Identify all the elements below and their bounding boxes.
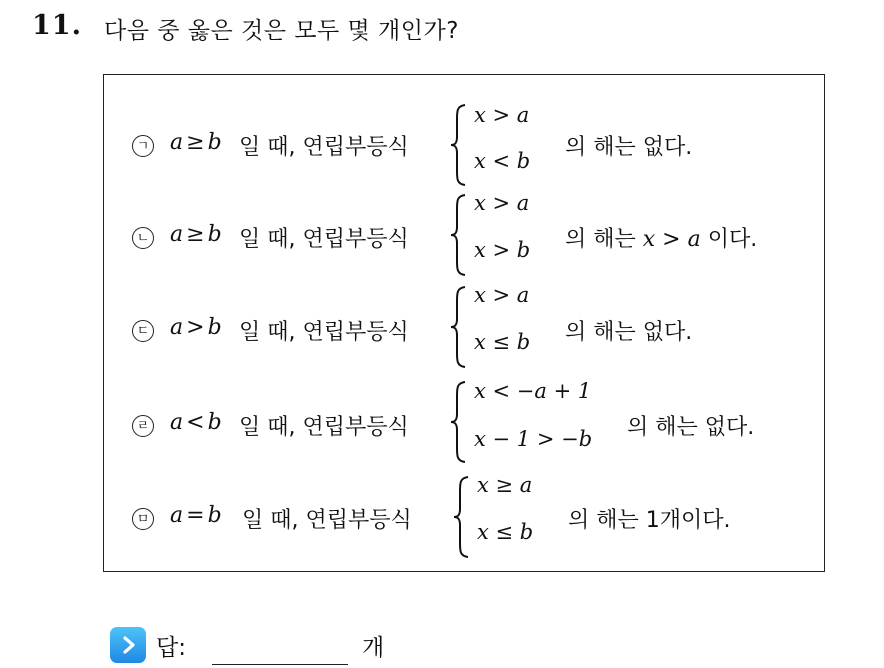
statement-item-5 xyxy=(104,473,826,563)
item-phrase: 일 때, 연립부등식 xyxy=(239,320,409,345)
condition-right: b xyxy=(207,222,222,247)
item-result: 의 해는 없다. xyxy=(627,415,755,440)
inequality-2: x > b xyxy=(474,238,531,262)
item-result xyxy=(565,222,757,253)
statement-item-1 xyxy=(104,95,826,185)
item-condition xyxy=(170,130,222,155)
statement-item-2 xyxy=(104,187,826,277)
statement-item-4 xyxy=(104,377,826,467)
inequality-2: x ≤ b xyxy=(477,520,534,544)
chevron-right-icon xyxy=(110,627,146,663)
inequality-1: x ≥ a xyxy=(477,473,533,497)
item-condition xyxy=(170,503,222,528)
answer-label: 답: xyxy=(156,635,186,661)
result-math: x > a xyxy=(642,227,701,252)
left-brace-icon xyxy=(450,193,468,277)
item-result: 의 해는 1개이다. xyxy=(568,508,731,533)
inequality-2: x ≤ b xyxy=(474,330,531,354)
condition-relation: ≥ xyxy=(186,130,205,155)
result-text-after: 이다. xyxy=(700,227,758,252)
condition-relation: ≥ xyxy=(186,222,205,247)
item-marker: ㄹ xyxy=(132,415,154,437)
condition-relation: = xyxy=(186,503,205,528)
inequality-2: x < b xyxy=(474,149,531,173)
inequality-1: x > a xyxy=(474,283,530,307)
result-text-before: 의 해는 xyxy=(565,227,643,252)
item-result: 의 해는 없다. xyxy=(565,135,693,160)
inequality-1: x > a xyxy=(474,191,530,215)
left-brace-icon xyxy=(450,103,468,187)
item-phrase: 일 때, 연립부등식 xyxy=(239,227,409,252)
item-marker: ㄴ xyxy=(132,227,154,249)
answer-unit: 개 xyxy=(362,635,385,661)
condition-right: b xyxy=(207,410,222,435)
item-condition xyxy=(170,315,222,340)
condition-left: a xyxy=(170,130,184,155)
condition-right: b xyxy=(207,315,222,340)
condition-right: b xyxy=(207,503,222,528)
item-marker: ㄷ xyxy=(132,320,154,342)
item-result: 의 해는 없다. xyxy=(565,320,693,345)
question-number: 11. xyxy=(32,10,82,41)
condition-left: a xyxy=(170,503,184,528)
statement-box xyxy=(103,74,825,572)
item-condition xyxy=(170,222,222,247)
condition-right: b xyxy=(207,130,222,155)
chevron-glyph-icon xyxy=(118,635,138,655)
item-phrase: 일 때, 연립부등식 xyxy=(239,415,409,440)
question-text: 다음 중 옳은 것은 모두 몇 개인가? xyxy=(104,18,459,44)
condition-left: a xyxy=(170,410,184,435)
statement-item-3 xyxy=(104,283,826,373)
item-condition xyxy=(170,410,222,435)
item-phrase: 일 때, 연립부등식 xyxy=(242,508,412,533)
answer-blank-field[interactable] xyxy=(212,664,348,665)
condition-left: a xyxy=(170,222,184,247)
inequality-2: x − 1 > −b xyxy=(474,427,593,451)
condition-left: a xyxy=(170,315,184,340)
item-marker: ㄱ xyxy=(132,135,154,157)
left-brace-icon xyxy=(453,475,471,559)
condition-relation: > xyxy=(186,315,205,340)
condition-relation: < xyxy=(186,410,205,435)
item-phrase: 일 때, 연립부등식 xyxy=(239,135,409,160)
left-brace-icon xyxy=(450,285,468,369)
left-brace-icon xyxy=(450,380,468,464)
inequality-1: x < −a + 1 xyxy=(474,379,592,403)
inequality-1: x > a xyxy=(474,103,530,127)
item-marker: ㅁ xyxy=(132,508,154,530)
